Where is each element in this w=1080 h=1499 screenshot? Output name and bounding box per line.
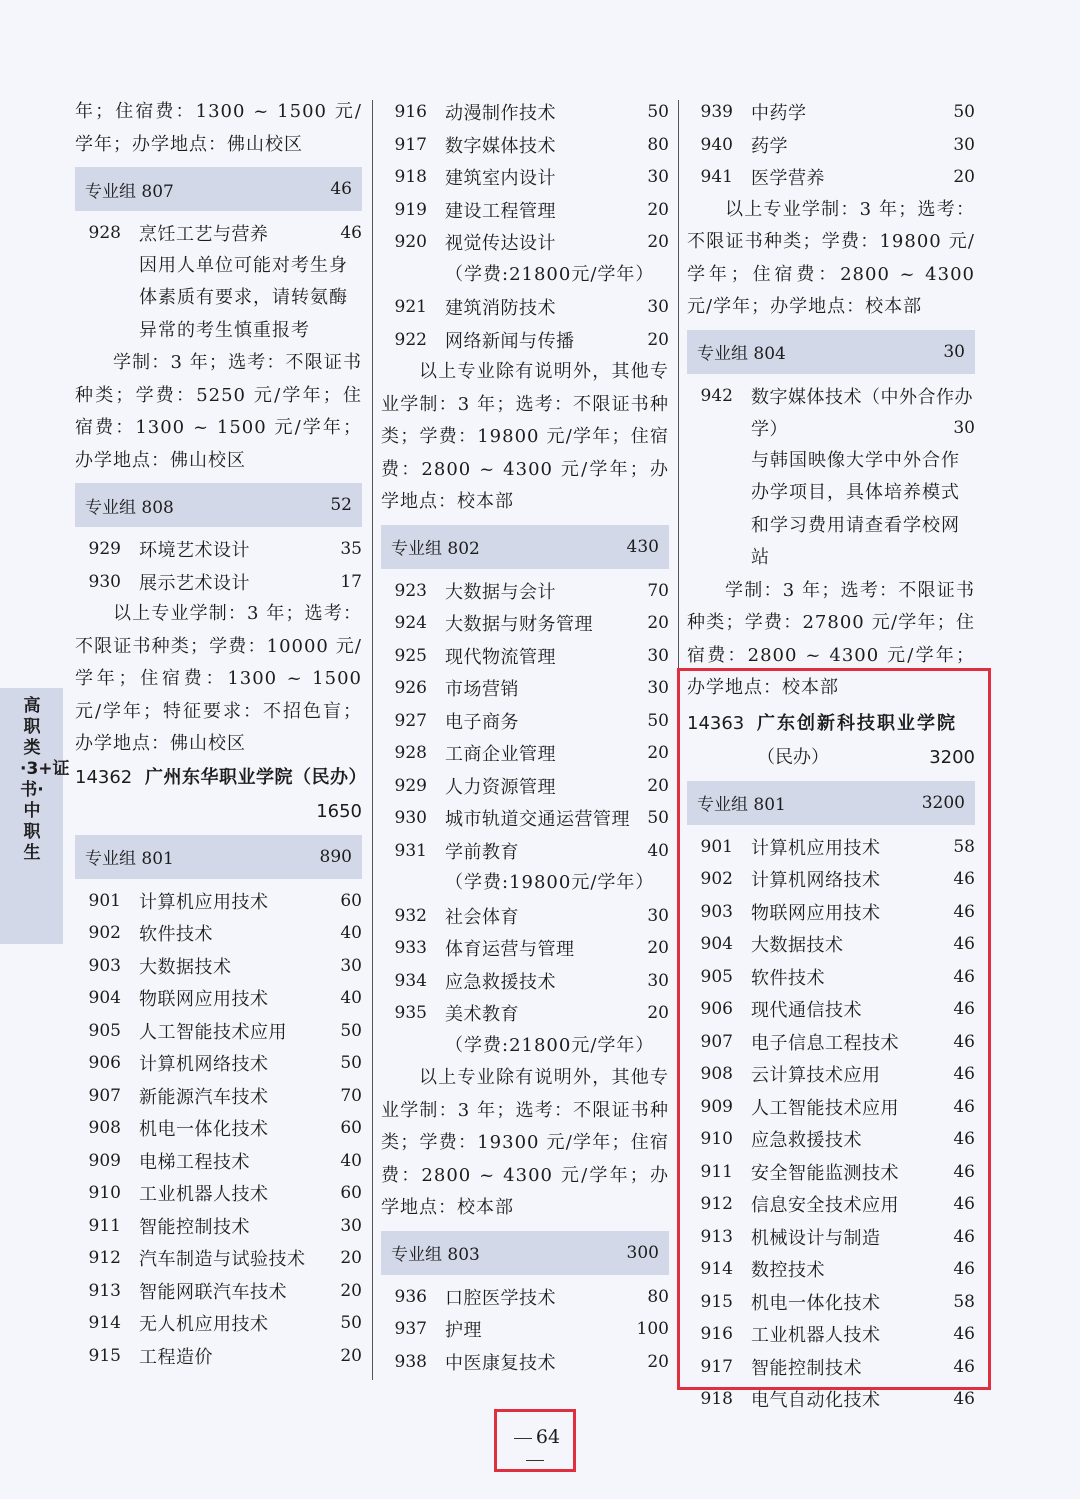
major-code: 916 <box>700 1324 733 1345</box>
major-name: 建筑消防技术 <box>445 298 556 320</box>
major-quota: 46 <box>953 1096 975 1117</box>
major-name: 工业机器人技术 <box>139 1184 269 1206</box>
major-row <box>687 96 975 129</box>
major-quota: 46 <box>953 1161 975 1182</box>
major-name: 视觉传达设计 <box>445 233 556 255</box>
major-code: 942 <box>700 385 733 406</box>
side-tab-label: 高职类·3+证书·中职生 <box>20 696 70 863</box>
major-name: 药学 <box>751 135 788 157</box>
major-row <box>75 1242 362 1275</box>
major-row <box>381 324 669 357</box>
major-name: 中药学 <box>751 103 807 125</box>
major-row <box>75 982 362 1015</box>
column-1 <box>75 96 367 1372</box>
major-quota: 70 <box>647 580 669 601</box>
major-code: 914 <box>88 1313 121 1334</box>
major-row <box>381 965 669 998</box>
major-name: 展示艺术设计 <box>139 572 250 594</box>
major-name: 大数据与会计 <box>445 581 556 603</box>
major-row <box>381 802 669 835</box>
major-quota: 46 <box>953 966 975 987</box>
major-name: 物联网应用技术 <box>751 902 881 924</box>
paragraph: 以上专业学制：3 年；选考：不限证书种类；学费：19800 元/学年；住宿费：2800 ~ 4300 元/学年；办学地点：校本部 <box>687 198 975 317</box>
major-code: 923 <box>394 580 427 601</box>
school-quota: 3200 <box>929 746 975 768</box>
major-quota: 46 <box>953 1226 975 1247</box>
major-row <box>75 1112 362 1145</box>
major-row <box>75 1080 362 1113</box>
major-list <box>381 291 669 356</box>
major-code: 905 <box>700 966 733 987</box>
major-quota: 46 <box>953 1356 975 1377</box>
major-quota: 80 <box>647 134 669 155</box>
major-name: 电气自动化技术 <box>751 1390 881 1412</box>
major-code: 922 <box>394 329 427 350</box>
major-name: 计算机网络技术 <box>751 870 881 892</box>
major-quota: 17 <box>340 571 362 592</box>
major-name: 工商企业管理 <box>445 744 556 766</box>
major-row <box>75 917 362 950</box>
major-row <box>381 96 669 129</box>
paragraph: 学制：3 年；选考：不限证书种类；学费：5250 元/学年；住宿费：1300 ~ 1500 元/学年；办学地点：佛山校区 <box>75 352 362 471</box>
major-code: 929 <box>88 539 121 560</box>
major-code: 909 <box>700 1096 733 1117</box>
major-name-continued: 学） <box>751 419 788 441</box>
school-name: 广州东华职业学院（民办） <box>145 766 367 788</box>
major-name: 应急救援技术 <box>751 1130 862 1152</box>
major-quota: 46 <box>953 1259 975 1280</box>
page-number-value: 64 <box>535 1426 561 1448</box>
major-quota: 50 <box>340 1020 362 1041</box>
group-count: 30 <box>943 341 965 362</box>
major-row <box>75 1177 362 1210</box>
major-code: 908 <box>88 1118 121 1139</box>
major-code: 913 <box>700 1226 733 1247</box>
major-code: 919 <box>394 199 427 220</box>
major-name: 网络新闻与传播 <box>445 330 575 352</box>
major-name: 建筑室内设计 <box>445 168 556 190</box>
major-quota: 50 <box>340 1313 362 1334</box>
major-name: 新能源汽车技术 <box>139 1086 269 1108</box>
major-name: 智能控制技术 <box>139 1216 250 1238</box>
major-code: 904 <box>700 934 733 955</box>
major-name: 汽车制造与试验技术 <box>139 1249 306 1271</box>
major-quota: 20 <box>647 613 669 634</box>
major-row <box>687 161 975 194</box>
page-number-box <box>494 1409 576 1472</box>
major-row <box>381 640 669 673</box>
major-row <box>381 575 669 608</box>
major-quota: 46 <box>953 1064 975 1085</box>
major-quota: 40 <box>340 988 362 1009</box>
major-row <box>75 217 362 250</box>
major-quota: 40 <box>647 840 669 861</box>
major-quota: 30 <box>340 1215 362 1236</box>
major-quota: 60 <box>340 1183 362 1204</box>
major-code: 938 <box>394 1351 427 1372</box>
major-quota: 50 <box>647 102 669 123</box>
major-quota: 46 <box>953 1129 975 1150</box>
school-header-14362 <box>75 761 367 829</box>
major-code: 912 <box>88 1248 121 1269</box>
major-quota: 46 <box>953 1031 975 1052</box>
major-name: 机械设计与制造 <box>751 1227 881 1249</box>
major-code: 915 <box>700 1291 733 1312</box>
major-quota: 50 <box>953 102 975 123</box>
group-header-808 <box>75 483 362 527</box>
major-name: 电梯工程技术 <box>139 1151 250 1173</box>
major-code: 910 <box>700 1129 733 1150</box>
group-count: 3200 <box>921 792 965 813</box>
major-quota: 46 <box>953 901 975 922</box>
paragraph: 以上专业学制：3 年；选考：不限证书种类；学费：10000 元/学年；住宿费：1300 ~ 1500 元/学年；特征要求：不招色盲；办学地点：佛山校区 <box>75 603 362 754</box>
major-quota: 80 <box>647 1286 669 1307</box>
major-row <box>75 1210 362 1243</box>
major-name: 人工智能技术应用 <box>139 1021 287 1043</box>
major-code: 918 <box>394 167 427 188</box>
major-quota: 20 <box>647 232 669 253</box>
major-name: 现代物流管理 <box>445 646 556 668</box>
major-code: 931 <box>394 840 427 861</box>
major-name: 云计算技术应用 <box>751 1065 881 1087</box>
major-quota: 46 <box>340 223 362 244</box>
major-quota: 30 <box>953 418 975 439</box>
major-code: 913 <box>88 1280 121 1301</box>
major-code: 915 <box>88 1345 121 1366</box>
major-code: 924 <box>394 613 427 634</box>
major-code: 928 <box>88 223 121 244</box>
major-code: 937 <box>394 1319 427 1340</box>
major-note: （学费:21800元/学年） <box>445 1034 655 1056</box>
major-name: 烹饪工艺与营养 <box>139 224 269 246</box>
major-name: 医学营养 <box>751 168 825 190</box>
major-quota: 46 <box>953 1324 975 1345</box>
major-row <box>75 566 362 599</box>
major-row <box>75 1275 362 1308</box>
major-name: 软件技术 <box>139 924 213 946</box>
major-code: 917 <box>700 1356 733 1377</box>
school-code: 14362 <box>75 766 133 788</box>
group-label: 专业组 803 <box>391 1245 480 1265</box>
major-name: 计算机应用技术 <box>139 891 269 913</box>
major-quota: 20 <box>953 167 975 188</box>
major-code: 939 <box>700 102 733 123</box>
major-name: 信息安全技术应用 <box>751 1195 899 1217</box>
major-quota: 30 <box>647 970 669 991</box>
group-count: 890 <box>319 846 352 867</box>
major-quota: 30 <box>647 297 669 318</box>
major-code: 908 <box>700 1064 733 1085</box>
group-count: 52 <box>330 495 352 515</box>
major-quota: 60 <box>340 890 362 911</box>
major-quota: 20 <box>340 1345 362 1366</box>
major-name: 现代通信技术 <box>751 1000 862 1022</box>
major-list <box>687 96 975 194</box>
major-list <box>381 575 669 868</box>
major-quota: 20 <box>340 1280 362 1301</box>
major-code: 929 <box>394 775 427 796</box>
major-name: 数字媒体技术 <box>445 135 556 157</box>
group-label: 专业组 802 <box>391 539 480 559</box>
major-quota: 20 <box>647 199 669 220</box>
major-quota: 20 <box>647 1003 669 1024</box>
major-code: 901 <box>700 836 733 857</box>
paragraph: 学制：3 年；选考：不限证书种类；学费：27800 元/学年；住宿费：2800 ~ 4300 元/学年；办学地点：校本部 <box>687 579 975 698</box>
major-note: 与韩国映像大学中外合作办学项目，具体培养模式和学习费用请查看学校网站 <box>751 449 960 568</box>
group-label: 专业组 801 <box>697 795 786 815</box>
major-row <box>381 932 669 965</box>
group-count: 46 <box>330 179 352 199</box>
paragraph: 以上专业除有说明外，其他专业学制：3 年；选考：不限证书种类；学费：19300 元/学年；住宿费：2800 ~ 4300 元/学年；办学地点：校本部 <box>381 1067 669 1218</box>
major-name: 大数据与财务管理 <box>445 614 593 636</box>
major-name: 安全智能监测技术 <box>751 1162 899 1184</box>
major-name: 人力资源管理 <box>445 776 556 798</box>
major-name: 软件技术 <box>751 967 825 989</box>
major-row-continued <box>687 412 975 445</box>
major-quota: 20 <box>340 1248 362 1269</box>
school-quota: 1650 <box>316 800 362 822</box>
major-row <box>381 672 669 705</box>
major-name: 电子商务 <box>445 711 519 733</box>
major-list <box>381 96 669 259</box>
major-code: 927 <box>394 710 427 731</box>
major-code: 912 <box>700 1194 733 1215</box>
major-code: 936 <box>394 1286 427 1307</box>
highlight-box <box>677 668 991 1390</box>
major-row <box>381 291 669 324</box>
major-code: 907 <box>88 1085 121 1106</box>
major-row <box>75 1145 362 1178</box>
major-code: 916 <box>394 102 427 123</box>
major-name: 机电一体化技术 <box>751 1292 881 1314</box>
major-row <box>75 1015 362 1048</box>
major-list <box>381 1281 669 1379</box>
major-name: 市场营销 <box>445 679 519 701</box>
section-side-tab <box>0 688 70 944</box>
major-row <box>381 1346 669 1379</box>
major-name: 护理 <box>445 1320 482 1342</box>
group-header-803 <box>381 1231 669 1275</box>
major-name: 智能网联汽车技术 <box>139 1281 287 1303</box>
major-quota: 40 <box>340 923 362 944</box>
major-code: 941 <box>700 167 733 188</box>
group-label: 专业组 804 <box>697 344 786 364</box>
major-name: 大数据技术 <box>139 956 232 978</box>
major-quota: 20 <box>647 938 669 959</box>
major-name: 建设工程管理 <box>445 200 556 222</box>
page-number <box>497 1426 573 1470</box>
major-code: 928 <box>394 743 427 764</box>
major-note: 因用人单位可能对考生身体素质有要求，请转氨酶异常的考生慎重报考 <box>139 254 348 341</box>
major-code: 920 <box>394 232 427 253</box>
major-name: 电子信息工程技术 <box>751 1032 899 1054</box>
major-code: 907 <box>700 1031 733 1052</box>
major-code: 926 <box>394 678 427 699</box>
major-quota: 20 <box>647 329 669 350</box>
major-code: 906 <box>700 999 733 1020</box>
major-code: 934 <box>394 970 427 991</box>
major-name: 智能控制技术 <box>751 1357 862 1379</box>
major-name: 应急救援技术 <box>445 971 556 993</box>
major-name: 工程造价 <box>139 1346 213 1368</box>
major-row <box>381 1281 669 1314</box>
major-code: 910 <box>88 1183 121 1204</box>
major-code: 935 <box>394 1003 427 1024</box>
major-code: 905 <box>88 1020 121 1041</box>
major-row <box>75 1307 362 1340</box>
major-quota: 60 <box>340 1118 362 1139</box>
major-quota: 40 <box>340 1150 362 1171</box>
major-code: 921 <box>394 297 427 318</box>
major-code: 902 <box>88 923 121 944</box>
major-row <box>75 950 362 983</box>
major-name: 大数据技术 <box>751 935 844 957</box>
major-list <box>381 900 669 1030</box>
major-quota: 58 <box>953 836 975 857</box>
major-list <box>75 885 362 1373</box>
major-quota: 50 <box>647 808 669 829</box>
major-name: 数控技术 <box>751 1260 825 1282</box>
school-name: 广东创新科技职业学院 <box>757 712 957 734</box>
major-note: （学费:21800元/学年） <box>445 263 655 285</box>
major-name: 无人机应用技术 <box>139 1314 269 1336</box>
major-quota: 100 <box>636 1319 669 1340</box>
school-type: （民办） <box>757 746 829 768</box>
major-row <box>75 1340 362 1373</box>
group-label: 专业组 801 <box>85 849 174 869</box>
major-note: （学费:19800元/学年） <box>445 872 655 893</box>
major-name: 人工智能技术应用 <box>751 1097 899 1119</box>
group-header-804 <box>687 330 975 374</box>
major-name: 计算机应用技术 <box>751 837 881 859</box>
major-quota: 46 <box>953 934 975 955</box>
group-count: 300 <box>626 1242 659 1263</box>
column-divider <box>372 100 373 1380</box>
major-quota: 30 <box>340 955 362 976</box>
major-quota: 30 <box>647 645 669 666</box>
group-header-802 <box>381 525 669 569</box>
major-name: 动漫制作技术 <box>445 103 556 125</box>
major-name: 美术教育 <box>445 1004 519 1026</box>
major-name: 学前教育 <box>445 841 519 863</box>
major-name: 物联网应用技术 <box>139 989 269 1011</box>
major-code: 930 <box>88 571 121 592</box>
major-row <box>75 533 362 566</box>
paragraph: 以上专业除有说明外，其他专业学制：3 年；选考：不限证书种类；学费：19800 元/学年；住宿费：2800 ~ 4300 元/学年；办学地点：校本部 <box>381 361 669 512</box>
major-code: 917 <box>394 134 427 155</box>
major-quota: 58 <box>953 1291 975 1312</box>
major-row <box>381 607 669 640</box>
major-row <box>687 380 975 413</box>
major-row <box>381 194 669 227</box>
major-name: 体育运营与管理 <box>445 939 575 961</box>
major-row <box>687 129 975 162</box>
major-code: 903 <box>700 901 733 922</box>
major-code: 906 <box>88 1053 121 1074</box>
group-label: 专业组 807 <box>85 181 174 202</box>
major-row <box>381 705 669 738</box>
major-code: 914 <box>700 1259 733 1280</box>
major-row <box>381 226 669 259</box>
major-name: 环境艺术设计 <box>139 540 250 562</box>
school-code: 14363 <box>687 712 745 734</box>
major-code: 904 <box>88 988 121 1009</box>
group-header-801 <box>75 835 362 879</box>
major-row <box>381 1313 669 1346</box>
major-name: 数字媒体技术（中外合作办 <box>751 386 973 408</box>
major-code: 930 <box>394 808 427 829</box>
major-quota: 20 <box>647 743 669 764</box>
major-row <box>381 770 669 803</box>
major-quota: 35 <box>340 539 362 560</box>
major-quota: 30 <box>647 167 669 188</box>
major-name: 社会体育 <box>445 906 519 928</box>
major-quota: 46 <box>953 999 975 1020</box>
major-quota: 46 <box>953 1389 975 1410</box>
major-row <box>75 885 362 918</box>
column-2 <box>381 96 669 1378</box>
major-quota: 70 <box>340 1085 362 1106</box>
major-row <box>381 997 669 1030</box>
paragraph: 年；住宿费：1300 ~ 1500 元/学年；办学地点：佛山校区 <box>75 101 362 155</box>
major-row <box>75 1047 362 1080</box>
major-code: 932 <box>394 905 427 926</box>
major-code: 911 <box>88 1215 121 1236</box>
major-row <box>381 161 669 194</box>
group-count: 430 <box>626 536 659 557</box>
major-quota: 50 <box>647 710 669 731</box>
major-quota: 30 <box>953 134 975 155</box>
major-name: 机电一体化技术 <box>139 1119 269 1141</box>
major-code: 902 <box>700 869 733 890</box>
major-name: 城市轨道交通运营管理 <box>445 809 630 831</box>
major-code: 901 <box>88 890 121 911</box>
major-list <box>75 533 362 598</box>
major-name: 工业机器人技术 <box>751 1325 881 1347</box>
major-name: 口腔医学技术 <box>445 1287 556 1309</box>
major-code: 933 <box>394 938 427 959</box>
major-quota: 20 <box>647 1351 669 1372</box>
major-code: 903 <box>88 955 121 976</box>
major-quota: 30 <box>647 905 669 926</box>
major-code: 940 <box>700 134 733 155</box>
major-row <box>381 900 669 933</box>
major-row <box>381 835 669 868</box>
major-code: 909 <box>88 1150 121 1171</box>
major-row <box>381 737 669 770</box>
major-name: 中医康复技术 <box>445 1352 556 1374</box>
major-code: 925 <box>394 645 427 666</box>
group-header-807 <box>75 167 362 211</box>
major-quota: 30 <box>647 678 669 699</box>
major-quota: 50 <box>340 1053 362 1074</box>
major-code: 918 <box>700 1389 733 1410</box>
major-row <box>381 129 669 162</box>
major-quota: 20 <box>647 775 669 796</box>
major-name: 计算机网络技术 <box>139 1054 269 1076</box>
group-label: 专业组 808 <box>85 497 174 518</box>
major-quota: 46 <box>953 869 975 890</box>
major-code: 911 <box>700 1161 733 1182</box>
major-quota: 46 <box>953 1194 975 1215</box>
